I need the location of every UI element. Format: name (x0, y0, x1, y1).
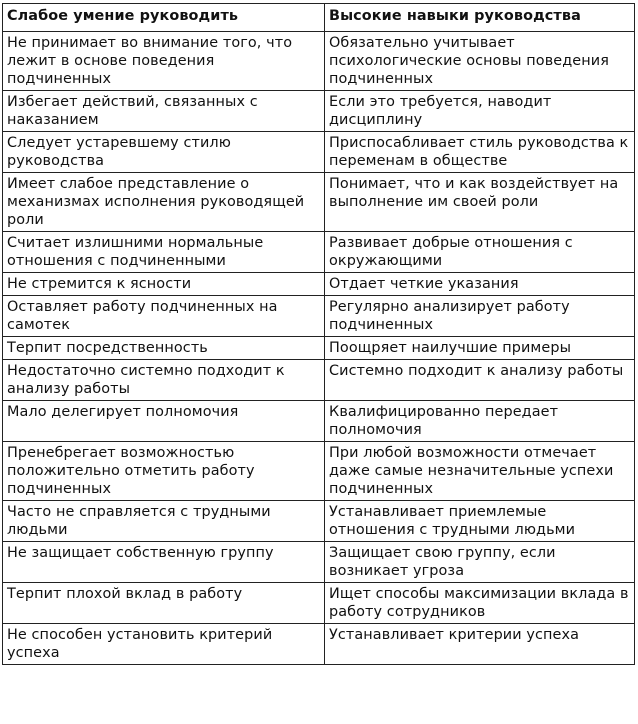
weak-leadership-cell: Часто не справляется с трудными людьми (3, 501, 325, 542)
table-row (3, 91, 635, 132)
strong-leadership-cell: При любой возможности отмечает даже самые незначительные успехи подчиненных (325, 442, 635, 501)
weak-leadership-cell: Не способен установить критерий успеха (3, 624, 325, 665)
strong-leadership-cell: Ищет способы максимизации вклада в работу сотрудников (325, 583, 635, 624)
strong-leadership-cell: Квалифицированно передает полномочия (325, 401, 635, 442)
table-row (3, 296, 635, 337)
strong-leadership-cell: Системно подходит к анализу работы (325, 360, 635, 401)
strong-leadership-cell: Приспосабливает стиль руководства к переменам в обществе (325, 132, 635, 173)
table-row (3, 32, 635, 91)
weak-leadership-cell: Мало делегирует полномочия (3, 401, 325, 442)
weak-leadership-cell: Терпит посредственность (3, 337, 325, 360)
table-row (3, 624, 635, 665)
table-row (3, 337, 635, 360)
table-row (3, 360, 635, 401)
table-row (3, 583, 635, 624)
weak-leadership-cell: Следует устаревшему стилю руководства (3, 132, 325, 173)
strong-leadership-cell: Защищает свою группу, если возникает угроза (325, 542, 635, 583)
table-row (3, 173, 635, 232)
weak-leadership-cell: Недостаточно системно подходит к анализу работы (3, 360, 325, 401)
table-row (3, 401, 635, 442)
table-row (3, 542, 635, 583)
strong-leadership-cell: Отдает четкие указания (325, 273, 635, 296)
weak-leadership-cell: Считает излишними нормальные отношения с подчиненными (3, 232, 325, 273)
strong-leadership-cell: Развивает добрые отношения с окружающими (325, 232, 635, 273)
table-row (3, 232, 635, 273)
strong-leadership-cell: Поощряет наилучшие примеры (325, 337, 635, 360)
weak-leadership-cell: Терпит плохой вклад в работу (3, 583, 325, 624)
weak-leadership-cell: Оставляет работу подчиненных на самотек (3, 296, 325, 337)
table-row (3, 273, 635, 296)
weak-leadership-cell: Избегает действий, связанных с наказанием (3, 91, 325, 132)
leadership-comparison-table (2, 3, 635, 665)
table-row (3, 442, 635, 501)
strong-leadership-cell: Устанавливает критерии успеха (325, 624, 635, 665)
table-row (3, 501, 635, 542)
header-strong-leadership: Высокие навыки руководства (325, 4, 635, 32)
weak-leadership-cell: Пренебрегает возможностью положительно отметить работу подчиненных (3, 442, 325, 501)
weak-leadership-cell: Имеет слабое представление о механизмах исполнения руководящей роли (3, 173, 325, 232)
strong-leadership-cell: Обязательно учитывает психологические основы поведения подчиненных (325, 32, 635, 91)
strong-leadership-cell: Понимает, что и как воздействует на выполнение им своей роли (325, 173, 635, 232)
table-row (3, 132, 635, 173)
weak-leadership-cell: Не принимает во внимание того, что лежит в основе поведения подчиненных (3, 32, 325, 91)
strong-leadership-cell: Если это требуется, наводит дисциплину (325, 91, 635, 132)
weak-leadership-cell: Не защищает собственную группу (3, 542, 325, 583)
strong-leadership-cell: Устанавливает приемлемые отношения с трудными людьми (325, 501, 635, 542)
table-body (3, 32, 635, 665)
weak-leadership-cell: Не стремится к ясности (3, 273, 325, 296)
header-weak-leadership: Слабое умение руководить (3, 4, 325, 32)
strong-leadership-cell: Регулярно анализирует работу подчиненных (325, 296, 635, 337)
header-row (3, 4, 635, 32)
